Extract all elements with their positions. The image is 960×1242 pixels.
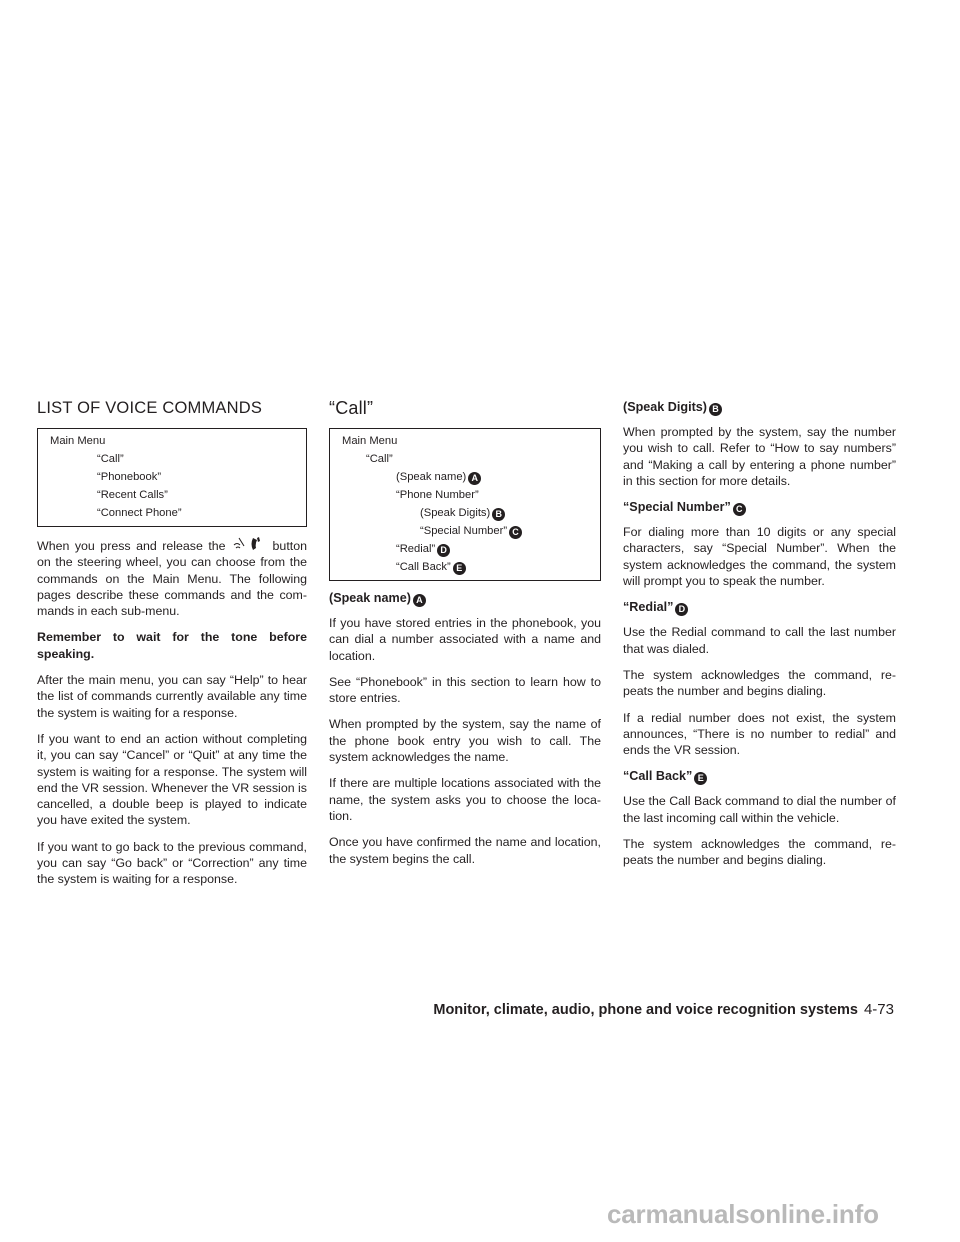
intro-text-after-icon: button on the steering wheel, you can choose from the commands on the Main Menu. The following pages describe these commands and the com- mands in each sub-menu. [37,539,307,619]
chapter-title: Monitor, climate, audio, phone and voice recognition systems [433,1002,858,1018]
special-number-heading-text: “Special Number” [623,500,731,515]
marker-b-icon: B [709,403,722,416]
call-back-heading-text: “Call Back” [623,769,693,784]
redial-heading [623,599,896,616]
call-menu-special-number [330,522,600,540]
remember-note: Remember to wait for the tone before speaking. [37,630,307,661]
call-menu-redial-label: “Redial” [396,543,436,555]
speak-digits-heading-text: (Speak Digits) [623,400,707,414]
watermark-logo: carmanualsonline.info [607,1199,879,1229]
call-back-heading [623,768,896,785]
marker-d-icon: D [675,603,688,616]
call-menu-speak-digits-label: (Speak Digits) [420,507,491,519]
column-2 [329,398,601,877]
speak-name-p5: Once you have confirmed the name and location, the system begins the call. [329,835,601,866]
speak-digits-paragraph: When prompted by the system, say the number you wish to call. Refer to “How to say numbers” and “Making a call by entering a phone number” in this section for more details. [623,425,896,488]
column-1 [37,398,307,898]
redial-heading-text: “Redial” [623,600,674,615]
call-back-p1: Use the Call Back command to dial the number of the last incoming call within the vehicle. [623,794,896,825]
voice-talk-icon [231,536,267,552]
marker-a-icon: A [468,472,481,485]
call-back-p2: The system acknowledges the command, re- peats the number and begins dialing. [623,837,896,868]
main-menu-box [37,428,307,527]
main-menu-item-phonebook: “Phonebook” [97,471,162,483]
intro-paragraph [37,536,307,619]
call-menu-redial [330,540,600,558]
marker-b-icon: B [492,508,505,521]
marker-a-icon: A [413,594,426,607]
call-menu-box [329,428,601,581]
speak-name-p4: If there are multiple locations associated with the name, the system asks you to choose the loca- tion. [329,776,601,823]
page-footer [428,1001,894,1018]
page-number: 4-73 [863,1001,894,1018]
cancel-paragraph: If you want to end an action without completing it, you can say “Cancel” or “Quit” at any time the system is waiting for a response. The system will end the VR session. Whenever the VR session is cancelled, a double beep is played to indicate you have exited the system. [37,731,307,828]
speak-name-p2: See “Phonebook” in this section to learn how to store entries. [329,674,601,706]
marker-c-icon: C [733,503,746,516]
call-menu-call-back [330,558,600,576]
call-menu-call: “Call” [366,453,393,465]
marker-e-icon: E [694,772,707,785]
redial-p3: If a redial number does not exist, the system announces, “There is no number to redial” and ends the VR session. [623,710,896,758]
special-number-paragraph: For dialing more than 10 digits or any special characters, say “Special Number”. When the system acknowledges the command, the system will prompt you to speak the number. [623,525,896,589]
column-3 [623,398,896,879]
section-title: LIST OF VOICE COMMANDS [37,399,263,417]
marker-e-icon: E [453,562,466,575]
call-menu-phone-number: “Phone Number” [396,489,479,501]
speak-name-heading-text: (Speak name) [329,591,411,605]
call-menu-special-number-label: “Special Number” [420,525,508,537]
marker-c-icon: C [509,526,522,539]
call-menu-speak-name [330,468,600,486]
main-menu-item-recent-calls: “Recent Calls” [97,489,168,501]
special-number-heading [623,499,896,516]
redial-p1: Use the Redial command to call the last number that was dialed. [623,625,896,656]
speak-name-heading [329,590,601,607]
redial-p2: The system acknowledges the command, re- peats the number and begins dialing. [623,667,896,699]
main-menu-item-connect-phone: “Connect Phone” [97,507,182,519]
call-menu-speak-name-label: (Speak name) [396,471,467,483]
speak-digits-heading [623,399,896,416]
intro-text-before-icon: When you press and release the [37,539,226,553]
call-menu-call-back-label: “Call Back” [396,561,451,573]
help-paragraph: After the main menu, you can say “Help” to hear the list of commands currently available any time the system is waiting for a response. [37,673,307,720]
goback-paragraph: If you want to go back to the previous command, you can say “Go back” or “Correction” any time the system is waiting for a response. [37,839,307,887]
call-menu-title: Main Menu [342,435,398,447]
main-menu-title: Main Menu [50,435,106,447]
call-heading: “Call” [329,398,374,418]
call-menu-speak-digits [330,504,600,522]
speak-name-p1: If you have stored entries in the phonebook, you can dial a number associated with a name and location. [329,616,601,663]
speak-name-p3: When prompted by the system, say the name of the phone book entry you wish to call. The system acknowledges the name. [329,717,601,765]
marker-d-icon: D [437,544,450,557]
main-menu-item-call: “Call” [97,453,124,465]
